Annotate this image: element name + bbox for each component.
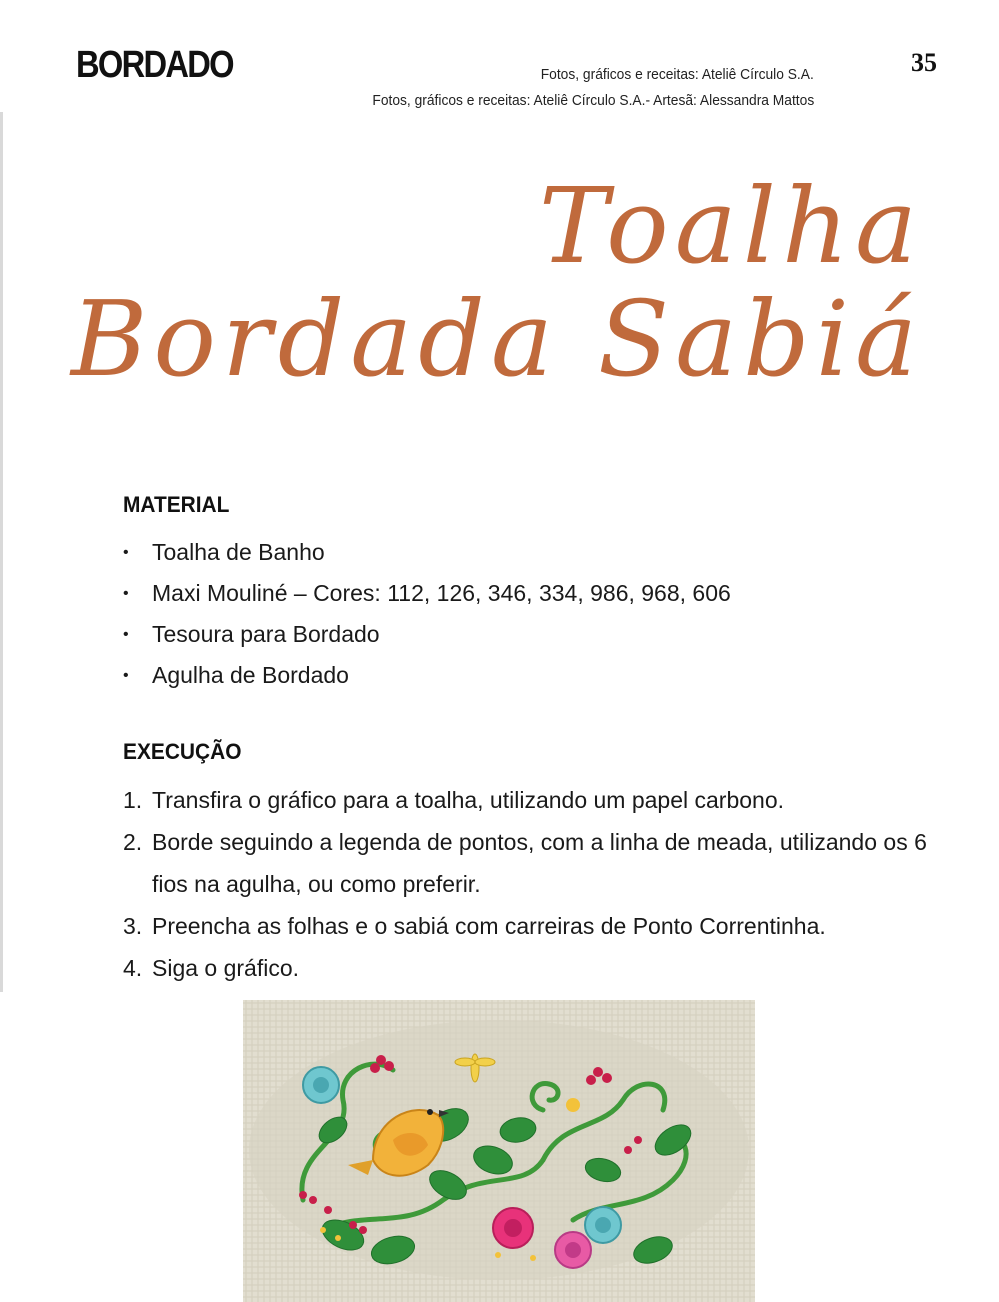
bullet-icon: • [123,544,129,561]
execucao-heading: EXECUÇÃO [123,739,242,764]
step-number: 4. [123,955,143,981]
photo-credit-line-2: Fotos, gráficos e receitas: Ateliê Círculo S.A.- Artesã: Alessandra Mattos [372,92,814,109]
material-item-text: Toalha de Banho [152,539,325,565]
embroidery-illustration [243,1000,755,1302]
execucao-steps [123,779,943,989]
material-item [123,532,943,573]
bullet-icon: • [123,667,129,684]
step-item [123,779,943,821]
material-list [123,532,943,696]
article-body [123,492,943,989]
bullet-icon: • [123,585,129,602]
step-text: Transfira o gráfico para a toalha, utilizando um papel carbono. [152,787,785,813]
material-item [123,573,943,614]
step-text: Borde seguindo a legenda de pontos, com a linha de meada, utilizando os 6 fios na agulha, ou como preferir. [152,829,927,897]
step-number: 3. [123,913,143,939]
step-text: Preencha as folhas e o sabiá com carreiras de Ponto Correntinha. [152,913,826,939]
step-number: 2. [123,829,143,855]
photo-credit-line-1: Fotos, gráficos e receitas: Ateliê Círculo S.A. [540,66,814,83]
step-item [123,821,943,905]
step-text: Siga o gráfico. [152,955,300,981]
embroidery-photo [243,1000,755,1302]
section-label: BORDADO [76,44,233,86]
step-number: 1. [123,787,143,813]
material-heading: MATERIAL [123,492,230,517]
material-item-text: Tesoura para Bordado [152,621,380,647]
step-item [123,905,943,947]
material-item-text: Maxi Mouliné – Cores: 112, 126, 346, 334, 986, 968, 606 [152,580,731,606]
bullet-icon: • [123,626,129,643]
page-number: 35 [911,48,937,77]
material-item [123,614,943,655]
title-line-1: Toalha [538,165,923,287]
step-item [123,947,943,989]
material-item-text: Agulha de Bordado [152,662,349,688]
page-edge-rule [0,112,3,992]
material-item [123,655,943,696]
title-line-2: Bordada Sabiá [70,278,923,400]
